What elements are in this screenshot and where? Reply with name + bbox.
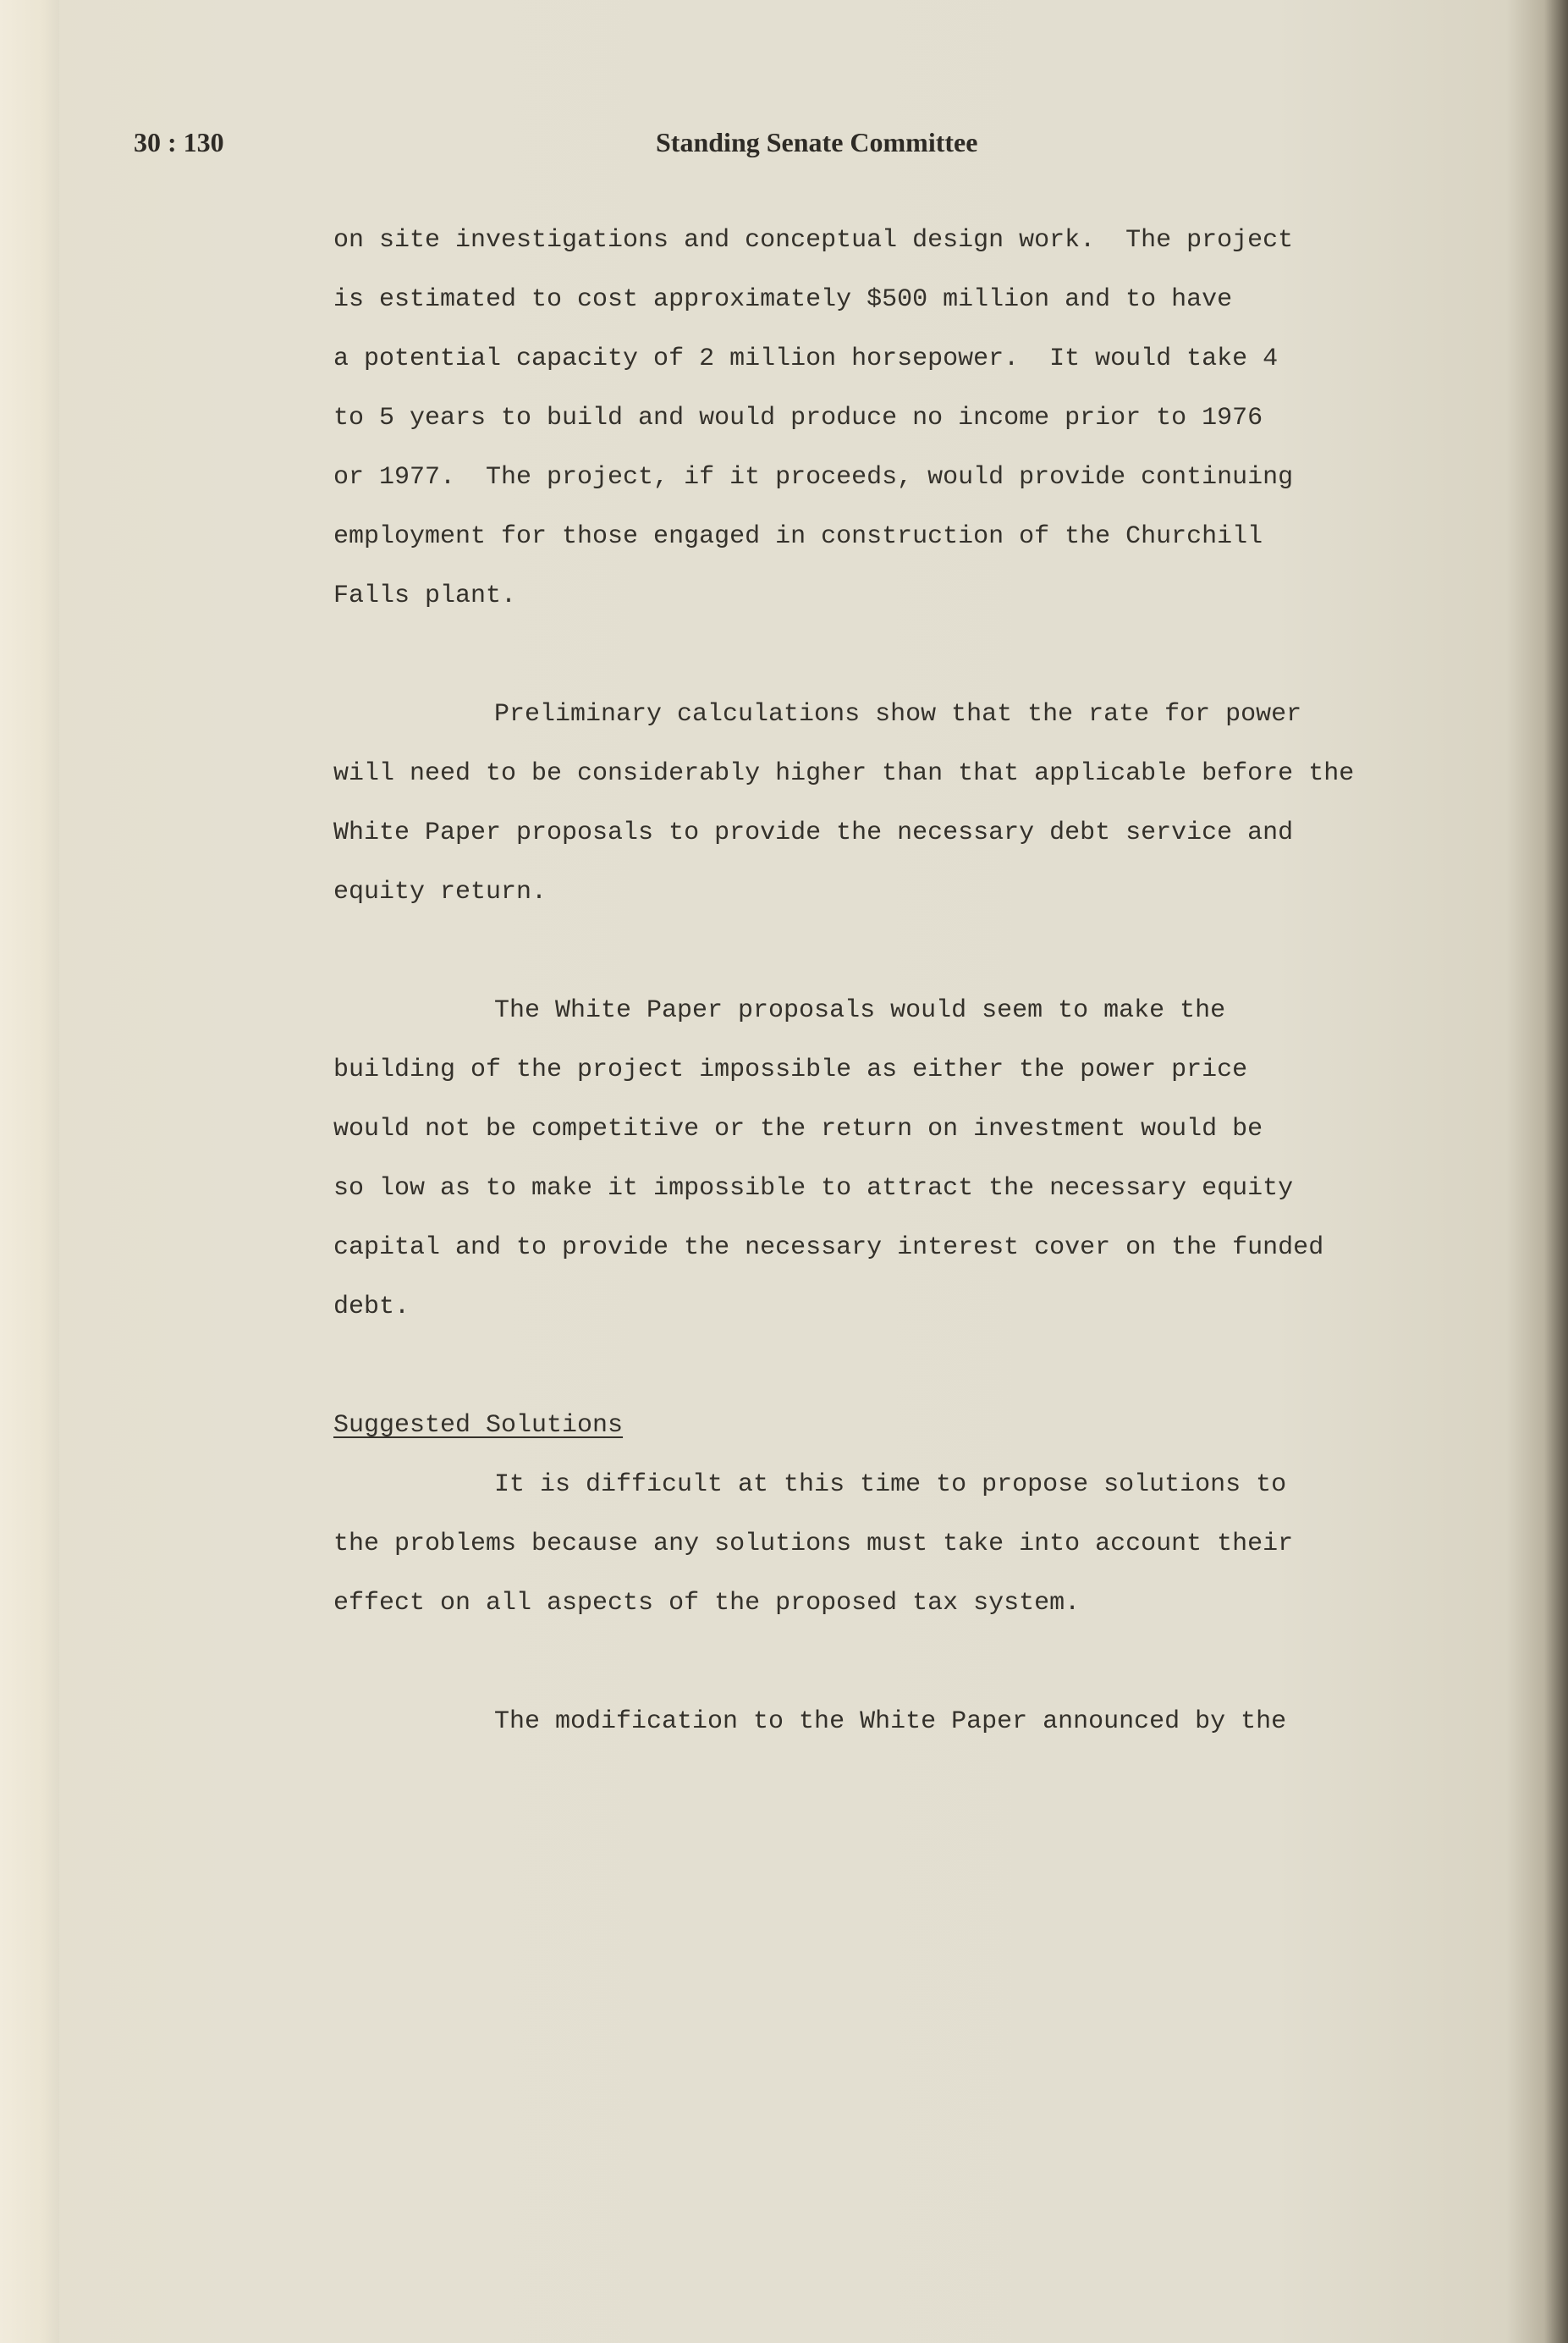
page-number: 30 : 130 <box>134 127 224 157</box>
text-line: to 5 years to build and would produce no income prior to 1976 <box>333 404 1263 433</box>
text-line: White Paper proposals to provide the necessary debt service and <box>333 819 1294 847</box>
text-line: is estimated to cost approximately $500 million and to have <box>333 285 1233 314</box>
text-line: a potential capacity of 2 million horsepower. It would take 4 <box>333 345 1279 373</box>
text-line: Falls plant. <box>333 582 517 610</box>
blank-line <box>333 933 1349 992</box>
text-line: It is difficult at this time to propose solutions to <box>494 1470 1287 1499</box>
text-line: employment for those engaged in construction of the Churchill <box>333 522 1263 551</box>
blank-line <box>333 1348 1349 1407</box>
document-body <box>333 222 1355 1762</box>
paragraph-white-paper-impact <box>333 992 1349 1348</box>
section-heading-line <box>333 1407 1349 1466</box>
text-line: effect on all aspects of the proposed tax system. <box>333 1589 1081 1618</box>
text-line: capital and to provide the necessary interest cover on the funded <box>333 1233 1324 1262</box>
text-line: so low as to make it impossible to attract the necessary equity <box>333 1174 1294 1203</box>
text-line: on site investigations and conceptual design work. The project <box>333 226 1294 255</box>
text-line: equity return. <box>333 878 547 907</box>
text-line: The modification to the White Paper announced by the <box>494 1707 1287 1736</box>
paragraph-power-rate <box>333 696 1355 933</box>
text-line: The White Paper proposals would seem to make the <box>494 996 1226 1025</box>
text-line: debt. <box>333 1293 410 1321</box>
paragraph-project-description <box>333 222 1349 637</box>
running-title: Standing Senate Committee <box>656 127 978 157</box>
text-line: would not be competitive or the return on investment would be <box>333 1115 1263 1144</box>
blank-line <box>333 637 1349 696</box>
paragraph-suggested-solutions <box>333 1466 1349 1644</box>
blank-line <box>333 1644 1349 1703</box>
text-line: will need to be considerably higher than that applicable before the <box>333 759 1355 788</box>
text-line: building of the project impossible as either the power price <box>333 1056 1248 1084</box>
text-line: Preliminary calculations show that the rate for power <box>494 700 1302 729</box>
text-line: the problems because any solutions must take into account their <box>333 1530 1294 1558</box>
section-heading: Suggested Solutions <box>333 1411 624 1440</box>
page-binding-edge <box>0 0 59 2343</box>
paragraph-modification <box>333 1703 1349 1762</box>
text-line: or 1977. The project, if it proceeds, would provide continuing <box>333 463 1294 492</box>
